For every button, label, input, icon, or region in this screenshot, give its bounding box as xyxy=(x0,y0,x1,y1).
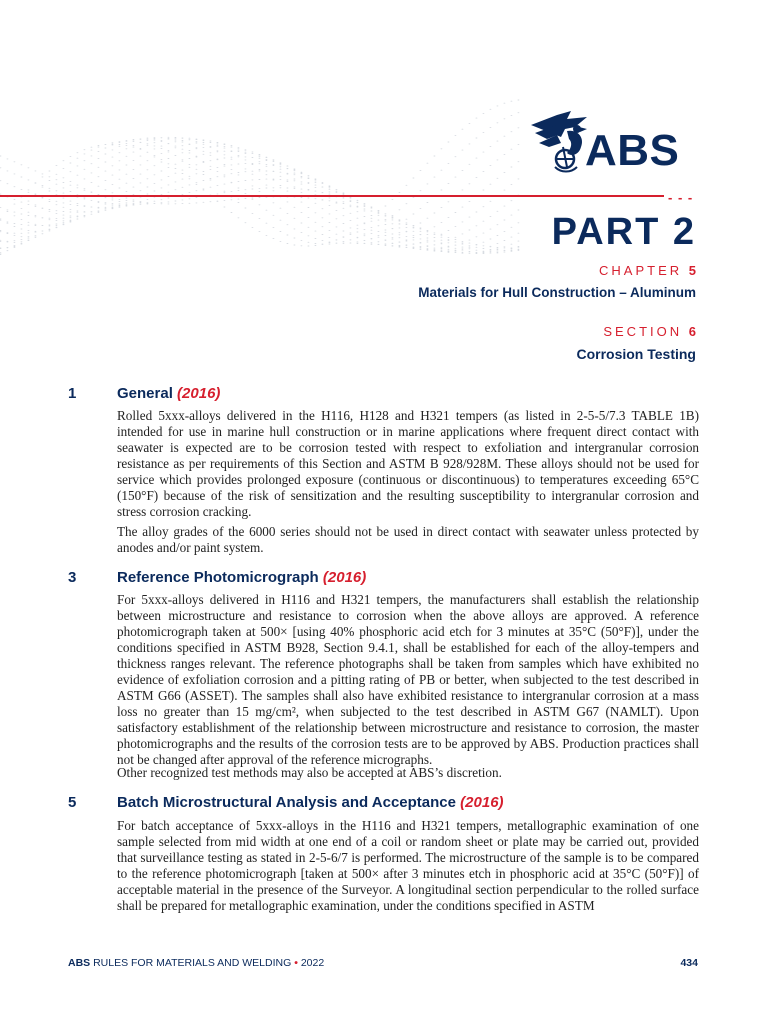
header-rule xyxy=(0,195,664,197)
section-number: 6 xyxy=(688,324,696,339)
footer-separator: • xyxy=(294,957,298,969)
section-heading-number: 1 xyxy=(68,385,77,402)
part-title: PART 2 xyxy=(551,211,696,253)
section-heading-text: Batch Microstructural Analysis and Acceptance xyxy=(117,794,456,811)
section-heading-year: (2016) xyxy=(177,385,221,402)
footer-title: RULES FOR MATERIALS AND WELDING xyxy=(93,957,292,969)
section-label xyxy=(603,324,696,340)
section-title: Corrosion Testing xyxy=(576,346,696,362)
section-heading xyxy=(117,384,220,404)
wave-dots xyxy=(0,100,519,255)
chapter-title: Materials for Hull Construction – Aluminum xyxy=(418,285,696,300)
section-heading-text: Reference Photomicrograph xyxy=(117,569,319,586)
section-label-text: SECTION xyxy=(603,324,683,339)
page-number: 434 xyxy=(680,957,698,969)
chapter-label-text: CHAPTER xyxy=(599,263,683,278)
paragraph: Other recognized test methods may also be accepted at ABS’s discretion. xyxy=(117,765,502,780)
section-heading xyxy=(117,793,504,813)
chapter-number: 5 xyxy=(688,263,696,278)
footer-brand: ABS xyxy=(68,957,91,969)
chapter-label xyxy=(599,263,696,279)
section-heading xyxy=(117,568,366,588)
header-rule-tail: - - - xyxy=(668,190,694,205)
page-footer xyxy=(68,956,698,970)
section-heading-number: 3 xyxy=(68,569,77,586)
logo-text: ABS xyxy=(585,126,680,175)
section-heading-number: 5 xyxy=(68,794,77,811)
paragraph: For batch acceptance of 5xxx-alloys in the H116 and H321 tempers, metallographic examination of one sample selected from mid width at one end of a coil or random sheet or plate may be carried out, provided that surveillance testing as stated in 2-5-6/7 is performed. The microstructure of the sample is to be compared to the reference photomicrograph [taken at 500× after 3 minutes etch in phosphoric acid at 35°C (50°F)] of acceptable material in the presence of the Surveyor. A longitudinal section perpendicular to the rolled surface shall be prepared for metallographic examination, under the conditions specified in ASTM xyxy=(117,818,699,913)
paragraph: Rolled 5xxx-alloys delivered in the H116, H128 and H321 tempers (as listed in 2-5-5/7.3 TABLE 1B) intended for use in marine hull construction or in marine applications where frequent direct contact with seawater is expected are to be corrosion tested with respect to exfoliation and intergranular corrosion resistance as per requirements of this Section and ASTM B 928/928M. These alloys should not be used for service which provides prolonged exposure (continuous or discontinuous) to temperatures exceeding 65°C (150°F) because of the risk of sensitization and the resulting susceptibility to intergranular corrosion and stress corrosion cracking. xyxy=(117,408,699,519)
section-heading-year: (2016) xyxy=(460,794,504,811)
abs-logo xyxy=(527,107,695,177)
paragraph: For 5xxx-alloys delivered in H116 and H321 tempers, the manufacturers shall establish the relationship between microstructure and resistance to corrosion when the above alloys are approved. A reference photomicrograph taken at 500× [using 40% phosphoric acid etch for 3 minutes at 35°C (50°F)], under the conditions specified in ASTM B928, Section 9.4.1, shall be established for each of the alloy-tempers and thickness ranges relevant. The reference photographs shall be taken from samples which have exhibited no evidence of exfoliation corrosion and a pitting rating of PB or better, when subjected to the test described in ASTM G66 (ASSET). The samples shall also have exhibited resistance to intergranular corrosion at a mass loss no greater than 15 mg/cm², when subjected to the test described in ASTM G67 (NAMLT). Upon satisfactory establishment of the relationship between microstructure and resistance to corrosion, the master photomicrographs and the results of the corrosion tests are to be approved by ABS. Production practices shall not be changed after approval of the reference micrographs. xyxy=(117,592,699,767)
section-heading-year: (2016) xyxy=(322,569,367,586)
section-heading-text: General xyxy=(117,385,173,402)
paragraph: The alloy grades of the 6000 series should not be used in direct contact with seawater unless protected by anodes and/or paint system. xyxy=(117,524,699,555)
footer-year: 2022 xyxy=(300,957,325,969)
